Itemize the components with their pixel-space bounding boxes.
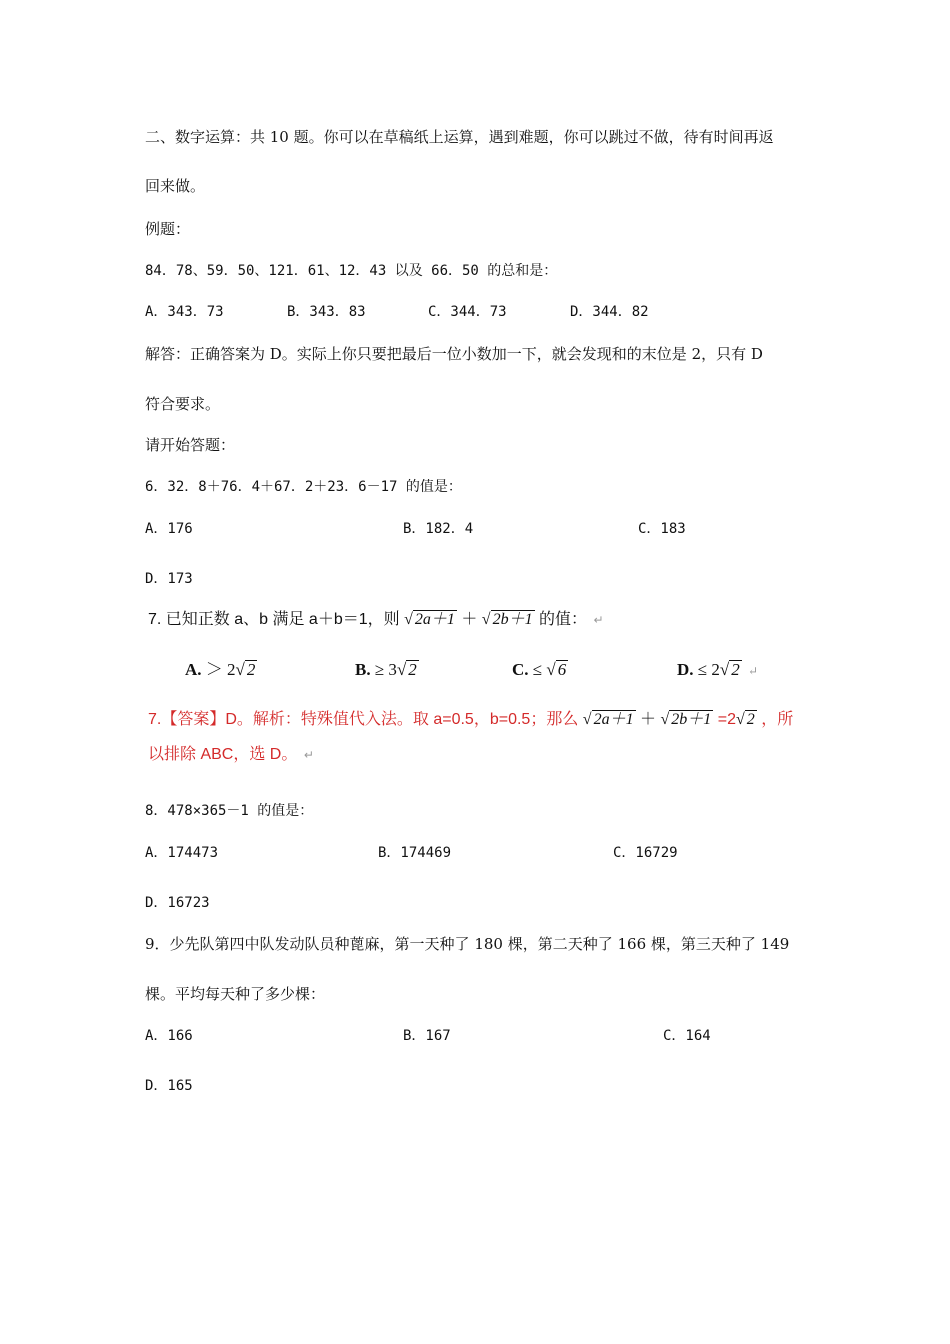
example-option-c: C．344．73: [428, 304, 507, 320]
section-heading-line1: 二、数字运算：共 10 题。你可以在草稿纸上运算，遇到难题，你可以跳过不做，待有时间再返: [145, 128, 774, 146]
q7-option-d-rel: ≤ 2: [697, 660, 720, 679]
q7-option-b-label: B.: [355, 660, 371, 679]
q7-option-b-rel: ≥ 3: [374, 660, 397, 679]
q8-question: 8．478×365－1 的值是：: [145, 803, 314, 819]
q7-question: 7. 已知正数 a、b 满足 a＋b＝1，则 √ 2a＋1 ＋ √ 2b＋1 的值： ↵: [148, 611, 604, 628]
q6-option-c: C．183: [638, 521, 686, 537]
q7-option-d-label: D.: [677, 660, 694, 679]
q7-answer-line1: 7.【答案】D。解析：特殊值代入法。取 a=0.5，b=0.5；那么 √ 2a＋1 ＋ √ 2b＋1 =2√ 2 ，所: [148, 711, 794, 728]
return-mark: ↵: [303, 748, 314, 762]
q8-option-a: A．174473: [145, 845, 219, 861]
q7-option-d: D. ≤ 2√ 2 ↵: [677, 660, 759, 679]
q7-option-b-rad: 2: [408, 660, 417, 679]
q7-option-c-label: C.: [512, 660, 529, 679]
q7-answer-tail: ，所: [761, 711, 794, 728]
q8-option-d: D．16723: [145, 895, 210, 911]
q7-option-c-rad: 6: [557, 660, 567, 679]
q7-answer-line2-text: 以排除 ABC，选 D。: [148, 746, 298, 763]
example-option-a: A．343．73: [145, 304, 224, 320]
q7-answer-plus: ＋: [640, 711, 657, 728]
q7-option-c: C. ≤ √ 6: [512, 660, 567, 679]
example-option-d: D．344．82: [570, 304, 649, 320]
q9-question-line1: 9．少先队第四中队发动队员种蓖麻，第一天种了 180 棵，第二天种了 166 棵，第三天种了 149: [145, 935, 790, 953]
q7-option-b: B. ≥ 3√ 2: [355, 660, 417, 679]
q7-answer-eq: =2: [717, 711, 736, 728]
q7-plus: ＋: [461, 611, 478, 628]
q7-answer-expr-a: 2a＋1: [593, 711, 634, 728]
q7-answer-expr-b: 2b＋1: [671, 711, 712, 728]
q9-option-c: C．164: [663, 1028, 711, 1044]
return-mark: ↵: [747, 664, 759, 678]
q6-option-b: B．182．4: [403, 521, 474, 537]
q9-option-d: D．165: [145, 1078, 193, 1094]
q8-option-b: B．174469: [378, 845, 452, 861]
q7-option-a-rad: 2: [246, 660, 256, 679]
q7-option-a: A. ＞ 2√ 2: [185, 660, 256, 679]
q7-expr-a: 2a＋1: [414, 611, 455, 628]
q9-option-a: A．166: [145, 1028, 193, 1044]
q9-question-line2: 棵。平均每天种了多少棵：: [145, 985, 326, 1003]
start-label: 请开始答题：: [145, 436, 236, 454]
q7-option-c-rel: ≤: [532, 660, 543, 679]
section-heading-line2: 回来做。: [145, 177, 206, 195]
example-question: 84．78、59．50、121．61、12．43 以及 66．50 的总和是：: [145, 263, 558, 279]
q6-option-a: A．176: [145, 521, 193, 537]
q7-answer-line2: [148, 744, 314, 766]
q7-prefix: 7. 已知正数 a、b 满足 a＋b＝1，则: [148, 611, 400, 628]
q7-expr-b: 2b＋1: [492, 611, 533, 628]
q8-option-c: C．16729: [613, 845, 678, 861]
q7-answer-prefix: 7.【答案】D。解析：特殊值代入法。取 a=0.5，b=0.5；那么: [148, 711, 579, 728]
q7-suffix: 的值：: [539, 611, 588, 628]
q7-option-a-label: A.: [185, 660, 202, 679]
q6-question: 6．32．8＋76．4＋67．2＋23．6－17 的值是：: [145, 479, 462, 495]
example-answer-line1: 解答：正确答案为 D。实际上你只要把最后一位小数加一下，就会发现和的末位是 2，只有 D: [145, 345, 763, 363]
example-option-b: B．343．83: [287, 304, 366, 320]
q7-option-d-rad: 2: [731, 660, 740, 679]
q6-option-d: D．173: [145, 571, 193, 587]
example-answer-line2: 符合要求。: [145, 395, 221, 413]
return-mark: ↵: [593, 613, 604, 627]
q7-option-a-rel: ＞ 2: [205, 660, 236, 679]
q7-answer-rad: 2: [746, 711, 755, 728]
example-label: 例题：: [145, 220, 191, 238]
q9-option-b: B．167: [403, 1028, 451, 1044]
